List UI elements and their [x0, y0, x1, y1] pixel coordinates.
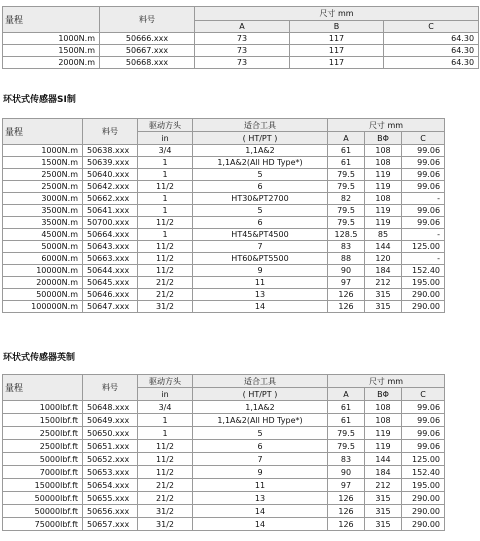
table-row — [3, 427, 445, 440]
table-row — [3, 33, 479, 45]
cell-b: 108 — [365, 401, 402, 414]
cell-range: 2000N.m — [3, 57, 100, 69]
header-tool: 适合工具 — [193, 375, 328, 388]
cell-c: 99.06 — [402, 205, 445, 217]
cell-a: 83 — [328, 453, 365, 466]
table-row — [3, 492, 445, 505]
cell-part-no: 50641.xxx — [83, 205, 138, 217]
cell-part-no: 50666.xxx — [100, 33, 195, 45]
cell-drive: 31/2 — [138, 505, 193, 518]
cell-c: 99.06 — [402, 145, 445, 157]
cell-drive: 1 — [138, 169, 193, 181]
cell-range: 15000lbf.ft — [3, 479, 83, 492]
cell-range: 50000lbf.ft — [3, 492, 83, 505]
cell-range: 1000lbf.ft — [3, 401, 83, 414]
cell-tool: 14 — [193, 505, 328, 518]
section-title-imperial: 环状式传感器英制 — [3, 353, 76, 363]
cell-drive: 11/2 — [138, 440, 193, 453]
header-tool-sub: ( HT/PT ) — [193, 132, 328, 145]
cell-b: 315 — [365, 301, 402, 313]
header-tool-sub: ( HT/PT ) — [193, 388, 328, 401]
cell-a: 79.5 — [328, 427, 365, 440]
cell-drive: 21/2 — [138, 492, 193, 505]
cell-a: 73 — [195, 57, 290, 69]
cell-b: 119 — [365, 427, 402, 440]
cell-part-no: 50649.xxx — [83, 414, 138, 427]
cell-drive: 11/2 — [138, 253, 193, 265]
cell-a: 126 — [328, 289, 365, 301]
cell-tool: 5 — [193, 169, 328, 181]
header-drive-unit: in — [138, 388, 193, 401]
cell-a: 79.5 — [328, 440, 365, 453]
cell-b: 315 — [365, 518, 402, 531]
table-row — [3, 205, 445, 217]
cell-tool: 13 — [193, 289, 328, 301]
table-header-row — [3, 7, 479, 21]
cell-a: 90 — [328, 466, 365, 479]
table-row — [3, 479, 445, 492]
header-part-no: 料号 — [83, 375, 138, 401]
cell-c: 152.40 — [402, 265, 445, 277]
cell-drive: 1 — [138, 229, 193, 241]
cell-part-no: 50639.xxx — [83, 157, 138, 169]
table-row — [3, 440, 445, 453]
cell-range: 1000N.m — [3, 33, 100, 45]
table-row — [3, 145, 445, 157]
cell-range: 6000N.m — [3, 253, 83, 265]
cell-tool: 14 — [193, 518, 328, 531]
cell-a: 97 — [328, 277, 365, 289]
cell-tool: 1,1A&2(All HD Type*) — [193, 414, 328, 427]
header-a: A — [328, 132, 365, 145]
cell-drive: 21/2 — [138, 277, 193, 289]
spec-table-si — [2, 118, 445, 313]
cell-a: 126 — [328, 505, 365, 518]
cell-part-no: 50668.xxx — [100, 57, 195, 69]
header-c: C — [402, 132, 445, 145]
cell-b: 85 — [365, 229, 402, 241]
cell-tool: 7 — [193, 453, 328, 466]
cell-a: 61 — [328, 414, 365, 427]
cell-part-no: 50648.xxx — [83, 401, 138, 414]
cell-c: 99.06 — [402, 440, 445, 453]
table-row — [3, 45, 479, 57]
cell-tool: 9 — [193, 265, 328, 277]
cell-a: 61 — [328, 401, 365, 414]
table-row — [3, 277, 445, 289]
cell-b: 315 — [365, 289, 402, 301]
cell-a: 97 — [328, 479, 365, 492]
cell-part-no: 50644.xxx — [83, 265, 138, 277]
cell-drive: 31/2 — [138, 301, 193, 313]
spec-table-basic — [2, 6, 479, 69]
cell-drive: 11/2 — [138, 265, 193, 277]
header-part-no: 料号 — [100, 7, 195, 33]
cell-a: 79.5 — [328, 181, 365, 193]
cell-tool: 1,1A&2 — [193, 401, 328, 414]
cell-tool: 7 — [193, 241, 328, 253]
cell-b: 117 — [290, 33, 384, 45]
cell-part-no: 50651.xxx — [83, 440, 138, 453]
cell-tool: HT60&PT5500 — [193, 253, 328, 265]
cell-range: 3500N.m — [3, 205, 83, 217]
section-title-si: 环状式传感器SI制 — [3, 95, 76, 105]
cell-b: 212 — [365, 277, 402, 289]
cell-part-no: 50643.xxx — [83, 241, 138, 253]
cell-tool: 5 — [193, 427, 328, 440]
cell-tool: 11 — [193, 479, 328, 492]
header-drive-unit: in — [138, 132, 193, 145]
cell-c: 125.00 — [402, 453, 445, 466]
cell-b: 119 — [365, 440, 402, 453]
table-row — [3, 217, 445, 229]
table-row — [3, 157, 445, 169]
header-part-no: 料号 — [83, 119, 138, 145]
cell-drive: 21/2 — [138, 479, 193, 492]
spec-table-imperial — [2, 374, 445, 531]
cell-tool: 6 — [193, 181, 328, 193]
cell-a: 82 — [328, 193, 365, 205]
cell-b: 117 — [290, 45, 384, 57]
cell-c: 64.30 — [384, 45, 479, 57]
cell-part-no: 50655.xxx — [83, 492, 138, 505]
cell-range: 2500lbf.ft — [3, 427, 83, 440]
cell-drive: 1 — [138, 427, 193, 440]
cell-b: 212 — [365, 479, 402, 492]
header-range: 量程 — [3, 119, 83, 145]
cell-part-no: 50638.xxx — [83, 145, 138, 157]
cell-part-no: 50662.xxx — [83, 193, 138, 205]
cell-part-no: 50656.xxx — [83, 505, 138, 518]
cell-part-no: 50650.xxx — [83, 427, 138, 440]
cell-tool: 13 — [193, 492, 328, 505]
cell-range: 75000lbf.ft — [3, 518, 83, 531]
table-row — [3, 466, 445, 479]
cell-c: 64.30 — [384, 33, 479, 45]
table-row — [3, 229, 445, 241]
cell-a: 61 — [328, 157, 365, 169]
cell-a: 126 — [328, 518, 365, 531]
header-b: B — [290, 21, 384, 33]
table-row — [3, 301, 445, 313]
cell-c: - — [402, 229, 445, 241]
cell-a: 79.5 — [328, 169, 365, 181]
cell-c: 290.00 — [402, 505, 445, 518]
cell-drive: 21/2 — [138, 289, 193, 301]
cell-drive: 1 — [138, 414, 193, 427]
cell-range: 5000lbf.ft — [3, 453, 83, 466]
cell-tool: 6 — [193, 217, 328, 229]
cell-c: 99.06 — [402, 401, 445, 414]
table-row — [3, 453, 445, 466]
cell-b: 117 — [290, 57, 384, 69]
cell-c: 290.00 — [402, 289, 445, 301]
table-row — [3, 414, 445, 427]
cell-part-no: 50645.xxx — [83, 277, 138, 289]
cell-c: 195.00 — [402, 479, 445, 492]
cell-range: 1000N.m — [3, 145, 83, 157]
table-row — [3, 169, 445, 181]
cell-range: 1500N.m — [3, 157, 83, 169]
cell-a: 83 — [328, 241, 365, 253]
cell-drive: 1 — [138, 193, 193, 205]
header-b: BΦ — [365, 388, 402, 401]
cell-part-no: 50640.xxx — [83, 169, 138, 181]
cell-b: 120 — [365, 253, 402, 265]
cell-part-no: 50652.xxx — [83, 453, 138, 466]
cell-a: 90 — [328, 265, 365, 277]
cell-drive: 11/2 — [138, 217, 193, 229]
table-row — [3, 181, 445, 193]
header-c: C — [402, 388, 445, 401]
cell-c: - — [402, 193, 445, 205]
cell-b: 108 — [365, 157, 402, 169]
cell-drive: 11/2 — [138, 241, 193, 253]
cell-c: 290.00 — [402, 301, 445, 313]
cell-tool: 14 — [193, 301, 328, 313]
header-size: 尺寸 mm — [195, 7, 479, 21]
cell-a: 126 — [328, 492, 365, 505]
cell-part-no: 50642.xxx — [83, 181, 138, 193]
cell-range: 50000lbf.ft — [3, 505, 83, 518]
cell-b: 108 — [365, 145, 402, 157]
cell-range: 4500N.m — [3, 229, 83, 241]
cell-c: 99.06 — [402, 169, 445, 181]
cell-b: 315 — [365, 492, 402, 505]
cell-a: 79.5 — [328, 205, 365, 217]
cell-drive: 1 — [138, 205, 193, 217]
cell-c: 99.06 — [402, 157, 445, 169]
cell-b: 184 — [365, 265, 402, 277]
cell-b: 119 — [365, 181, 402, 193]
cell-part-no: 50657.xxx — [83, 518, 138, 531]
header-c: C — [384, 21, 479, 33]
cell-drive: 3/4 — [138, 145, 193, 157]
cell-c: 99.06 — [402, 414, 445, 427]
table-row — [3, 241, 445, 253]
cell-b: 108 — [365, 193, 402, 205]
cell-tool: 9 — [193, 466, 328, 479]
header-a: A — [195, 21, 290, 33]
table-row — [3, 265, 445, 277]
cell-a: 128.5 — [328, 229, 365, 241]
cell-a: 126 — [328, 301, 365, 313]
header-range: 量程 — [3, 7, 100, 33]
cell-tool: 1,1A&2(All HD Type*) — [193, 157, 328, 169]
cell-part-no: 50654.xxx — [83, 479, 138, 492]
cell-c: 99.06 — [402, 217, 445, 229]
cell-a: 79.5 — [328, 217, 365, 229]
cell-b: 144 — [365, 241, 402, 253]
cell-tool: 1,1A&2 — [193, 145, 328, 157]
header-range: 量程 — [3, 375, 83, 401]
cell-range: 1500N.m — [3, 45, 100, 57]
cell-part-no: 50646.xxx — [83, 289, 138, 301]
cell-b: 119 — [365, 205, 402, 217]
cell-drive: 11/2 — [138, 181, 193, 193]
cell-range: 3500N.m — [3, 217, 83, 229]
cell-b: 108 — [365, 414, 402, 427]
cell-a: 73 — [195, 45, 290, 57]
cell-range: 5000N.m — [3, 241, 83, 253]
cell-part-no: 50647.xxx — [83, 301, 138, 313]
cell-b: 119 — [365, 217, 402, 229]
cell-range: 2500N.m — [3, 181, 83, 193]
cell-drive: 11/2 — [138, 453, 193, 466]
cell-range: 10000N.m — [3, 265, 83, 277]
header-size: 尺寸 mm — [328, 119, 445, 132]
header-b: BΦ — [365, 132, 402, 145]
cell-part-no: 50663.xxx — [83, 253, 138, 265]
table-row — [3, 505, 445, 518]
cell-range: 1500lbf.ft — [3, 414, 83, 427]
cell-drive: 31/2 — [138, 518, 193, 531]
cell-drive: 11/2 — [138, 466, 193, 479]
table-row — [3, 518, 445, 531]
table-header-row — [3, 119, 445, 132]
cell-b: 119 — [365, 169, 402, 181]
cell-a: 88 — [328, 253, 365, 265]
cell-a: 61 — [328, 145, 365, 157]
cell-range: 2500lbf.ft — [3, 440, 83, 453]
cell-c: 290.00 — [402, 492, 445, 505]
header-drive: 驱动方头 — [138, 119, 193, 132]
cell-range: 2500N.m — [3, 169, 83, 181]
table-row — [3, 193, 445, 205]
table-header-row — [3, 375, 445, 388]
cell-b: 315 — [365, 505, 402, 518]
cell-c: 195.00 — [402, 277, 445, 289]
cell-part-no: 50667.xxx — [100, 45, 195, 57]
table-row — [3, 253, 445, 265]
cell-c: 152.40 — [402, 466, 445, 479]
cell-range: 50000N.m — [3, 289, 83, 301]
header-size: 尺寸 mm — [328, 375, 445, 388]
cell-c: 99.06 — [402, 427, 445, 440]
cell-b: 184 — [365, 466, 402, 479]
cell-tool: 5 — [193, 205, 328, 217]
cell-drive: 3/4 — [138, 401, 193, 414]
table-row — [3, 289, 445, 301]
cell-tool: 6 — [193, 440, 328, 453]
cell-range: 7000lbf.ft — [3, 466, 83, 479]
cell-part-no: 50700.xxx — [83, 217, 138, 229]
cell-range: 20000N.m — [3, 277, 83, 289]
cell-tool: HT30&PT2700 — [193, 193, 328, 205]
cell-tool: 11 — [193, 277, 328, 289]
table-row — [3, 57, 479, 69]
header-tool: 适合工具 — [193, 119, 328, 132]
header-a: A — [328, 388, 365, 401]
cell-c: - — [402, 253, 445, 265]
cell-c: 125.00 — [402, 241, 445, 253]
cell-c: 64.30 — [384, 57, 479, 69]
cell-tool: HT45&PT4500 — [193, 229, 328, 241]
cell-a: 73 — [195, 33, 290, 45]
cell-c: 99.06 — [402, 181, 445, 193]
cell-c: 290.00 — [402, 518, 445, 531]
header-drive: 驱动方头 — [138, 375, 193, 388]
table-row — [3, 401, 445, 414]
cell-part-no: 50653.xxx — [83, 466, 138, 479]
cell-drive: 1 — [138, 157, 193, 169]
cell-part-no: 50664.xxx — [83, 229, 138, 241]
cell-range: 3000N.m — [3, 193, 83, 205]
cell-b: 144 — [365, 453, 402, 466]
cell-range: 100000N.m — [3, 301, 83, 313]
